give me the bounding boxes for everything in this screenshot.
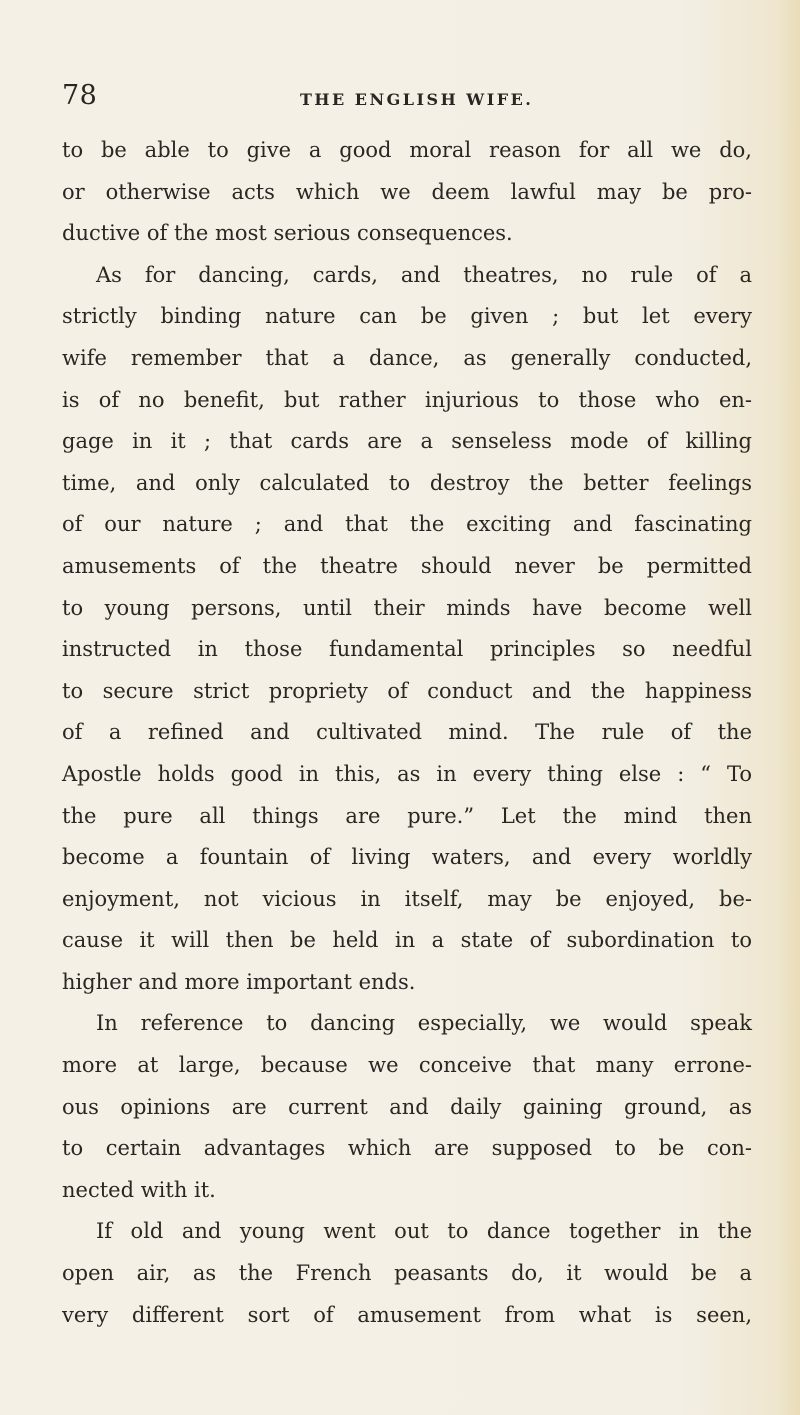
text-line: enjoyment, not vicious in itself, may be enjoyed, be- [62, 886, 752, 911]
text-line: more at large, because we conceive that many errone- [62, 1053, 752, 1078]
text-line: to certain advantages which are supposed to be con- [62, 1136, 752, 1161]
paragraph-start-line: In reference to dancing especially, we would speak [96, 1011, 752, 1036]
body-text [62, 130, 752, 1336]
text-line: very different sort of amusement from what is seen, [62, 1302, 752, 1327]
text-line: become a fountain of living waters, and every worldly [62, 845, 752, 870]
text-line: to secure strict propriety of conduct and the happiness [62, 678, 752, 703]
text-line: to be able to give a good moral reason for all we do, [62, 138, 752, 162]
text-line: gage in it ; that cards are a senseless mode of killing [62, 429, 752, 454]
text-line: instructed in those fundamental principles so needful [62, 637, 752, 662]
text-line: open air, as the French peasants do, it would be a [62, 1261, 752, 1286]
text-line: is of no benefit, but rather injurious to those who en- [62, 387, 752, 412]
text-line: strictly binding nature can be given ; but let every [62, 304, 752, 329]
text-line: nected with it. [62, 1177, 216, 1202]
text-line: amusements of the theatre should never be permitted [62, 553, 752, 578]
text-line: time, and only calculated to destroy the better feelings [62, 470, 752, 495]
paragraph-start-line: If old and young went out to dance together in the [96, 1219, 752, 1244]
text-line: of our nature ; and that the exciting and fascinating [62, 512, 752, 537]
text-line: cause it will then be held in a state of subordination to [62, 928, 752, 953]
text-line: higher and more important ends. [62, 969, 416, 994]
text-line: of a refined and cultivated mind. The rule of the [62, 720, 752, 745]
text-line: ductive of the most serious consequences. [62, 221, 513, 246]
text-line: the pure all things are pure.” Let the mind then [62, 803, 752, 828]
paragraph-start-line: As for dancing, cards, and theatres, no rule of a [96, 262, 752, 287]
text-line: ous opinions are current and daily gaining ground, as [62, 1094, 752, 1119]
running-head [62, 80, 752, 120]
running-title: THE ENGLISH WIFE. [300, 90, 534, 109]
text-line: Apostle holds good in this, as in every thing else : “ To [62, 761, 752, 786]
text-line: wife remember that a dance, as generally conducted, [62, 345, 752, 370]
text-line: to young persons, until their minds have become well [62, 595, 752, 620]
page-number: 78 [62, 80, 98, 111]
text-line: or otherwise acts which we deem lawful may be pro- [62, 179, 752, 204]
